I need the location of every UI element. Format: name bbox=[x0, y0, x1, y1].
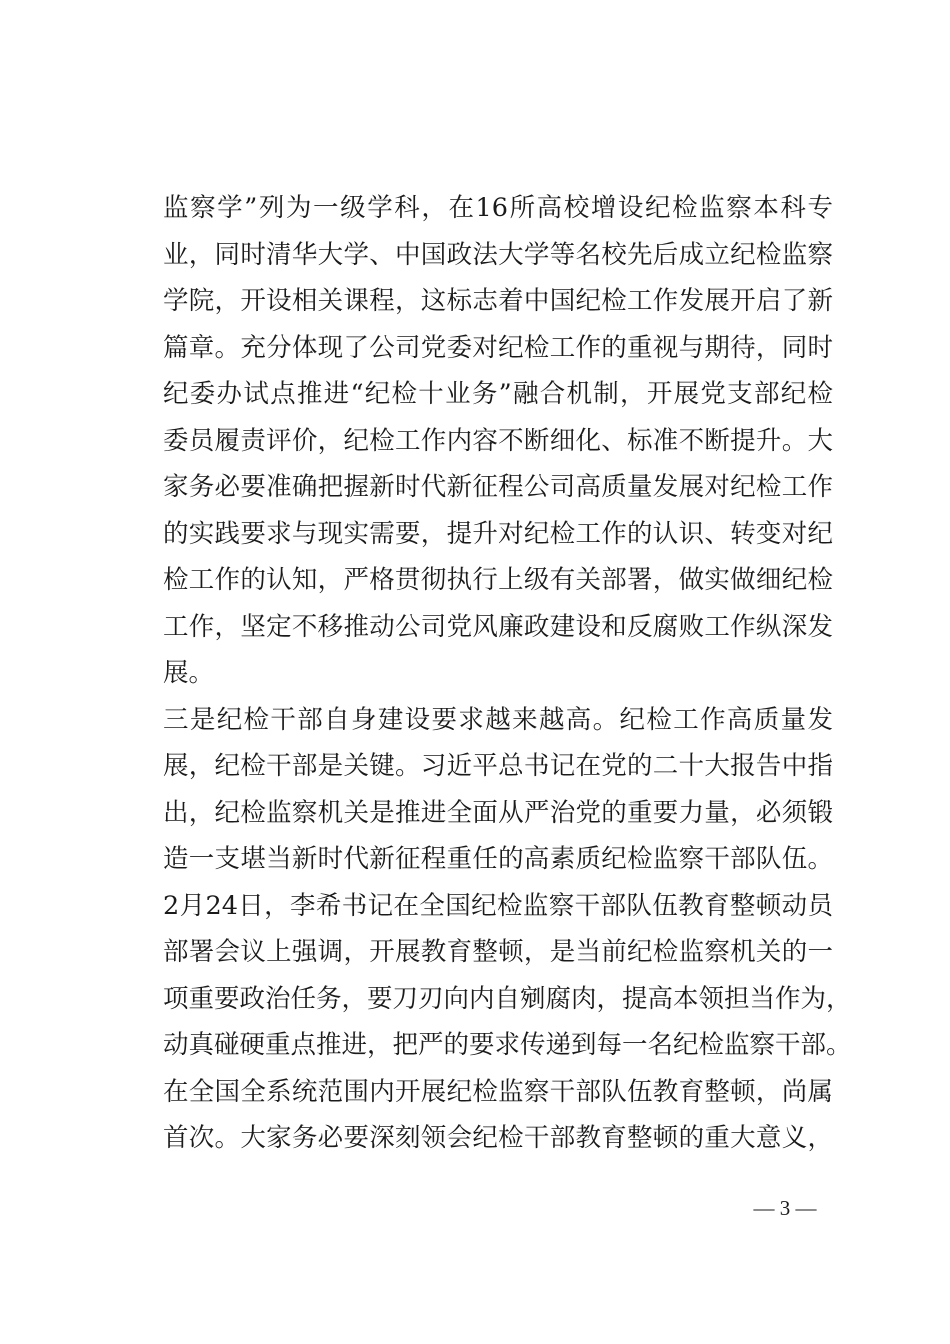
text-line: 部署会议上强调，开展教育整顿，是当前纪检监察机关的一 bbox=[163, 937, 833, 967]
text-line: 项重要政治任务，要刀刃向内自剜腐肉，提高本领担当作为， bbox=[163, 984, 852, 1014]
text-line: 业，同时清华大学、中国政法大学等名校先后成立纪检监察 bbox=[163, 240, 833, 270]
text-line: 篇章。充分体现了公司党委对纪检工作的重视与期待，同时 bbox=[163, 333, 833, 363]
text-line: 出，纪检监察机关是推进全面从严治党的重要力量，必须锻 bbox=[163, 798, 833, 828]
text-line: 家务必要准确把握新时代新征程公司高质量发展对纪检工作 bbox=[163, 472, 833, 502]
text-line: 学院，开设相关课程，这标志着中国纪检工作发展开启了新 bbox=[163, 286, 833, 316]
text-line: 检工作的认知，严格贯彻执行上级有关部署，做实做细纪检 bbox=[163, 565, 833, 595]
text-line: 纪委办试点推进“纪检十业务”融合机制，开展党支部纪检 bbox=[163, 379, 833, 409]
text-line: 展，纪检干部是关键。习近平总书记在党的二十大报告中指 bbox=[163, 751, 833, 781]
page-number: — 3 — bbox=[753, 1196, 817, 1220]
text-line: 监察学”列为一级学科，在16所高校增设纪检监察本科专 bbox=[163, 193, 833, 223]
text-line: 委员履责评价，纪检工作内容不断细化、标准不断提升。大 bbox=[163, 426, 833, 456]
text-line: 动真碰硬重点推进，把严的要求传递到每一名纪检监察干部。 bbox=[163, 1030, 852, 1060]
text-line: 的实践要求与现实需要，提升对纪检工作的认识、转变对纪 bbox=[163, 519, 833, 549]
paragraph-start-line: 三是纪检干部自身建设要求越来越高。纪检工作高质量发 bbox=[163, 705, 833, 735]
text-line: 造一支堪当新时代新征程重任的高素质纪检监察干部队伍。 bbox=[163, 844, 833, 874]
text-line: 在全国全系统范围内开展纪检监察干部队伍教育整顿，尚属 bbox=[163, 1077, 833, 1107]
text-line: 2月24日，李希书记在全国纪检监察干部队伍教育整顿动员 bbox=[163, 891, 833, 921]
text-line: 展。 bbox=[163, 658, 215, 688]
text-line: 首次。大家务必要深刻领会纪检干部教育整顿的重大意义， bbox=[163, 1123, 833, 1153]
text-line: 工作，坚定不移推动公司党风廉政建设和反腐败工作纵深发 bbox=[163, 612, 833, 642]
